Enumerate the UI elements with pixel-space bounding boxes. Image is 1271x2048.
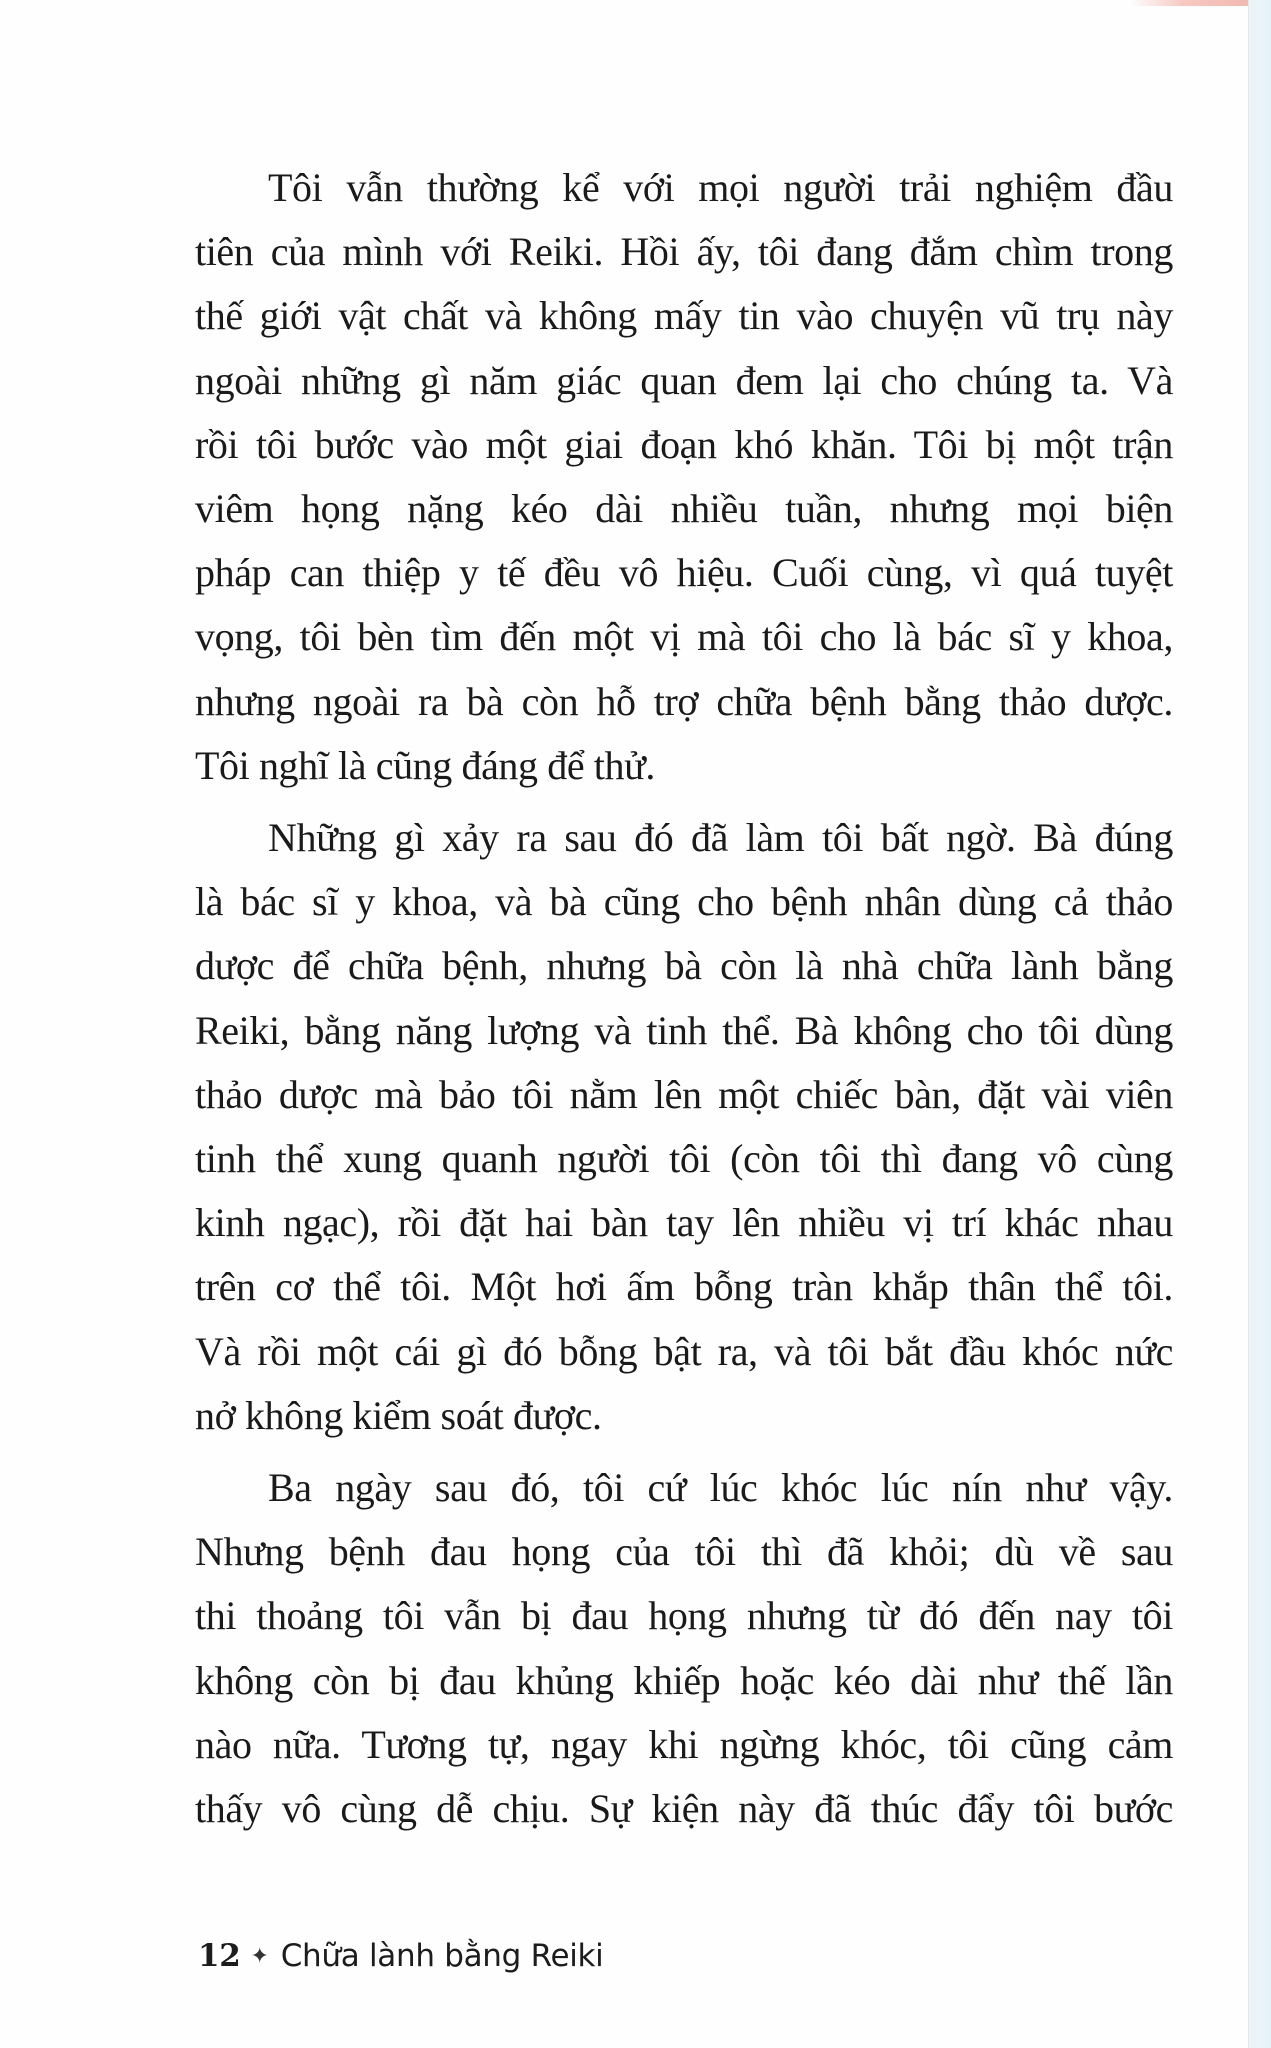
text-line: không còn bị đau khủng khiếp hoặc kéo dài như thế lần (195, 1657, 1173, 1703)
text-line: tinh thể xung quanh người tôi (còn tôi thì đang vô cùng (195, 1136, 1173, 1182)
text-line: rồi tôi bước vào một giai đoạn khó khăn. Tôi bị một trận (195, 421, 1173, 467)
text-line: thế giới vật chất và không mấy tin vào chuyện vũ trụ này (195, 293, 1173, 339)
text-line: nào nữa. Tương tự, ngay khi ngừng khóc, tôi cũng cảm (195, 1721, 1173, 1767)
text-line: là bác sĩ y khoa, và bà cũng cho bệnh nhân dùng cả thảo (195, 879, 1173, 925)
text-line: nở không kiểm soát được. (195, 1392, 602, 1438)
text-line: trên cơ thể tôi. Một hơi ấm bỗng tràn khắp thân thể tôi. (195, 1264, 1173, 1310)
text-line: Tôi vẫn thường kể với mọi người trải nghiệm đầu (268, 165, 1173, 210)
text-line: thảo dược mà bảo tôi nằm lên một chiếc bàn, đặt vài viên (195, 1071, 1173, 1117)
text-line: dược để chữa bệnh, nhưng bà còn là nhà chữa lành bằng (195, 943, 1173, 989)
text-line: vọng, tôi bèn tìm đến một vị mà tôi cho là bác sĩ y khoa, (195, 614, 1173, 660)
text-line: Reiki, bằng năng lượng và tinh thể. Bà không cho tôi dùng (195, 1007, 1173, 1053)
page-footer (198, 1938, 604, 1974)
paragraph-1 (195, 156, 1173, 798)
page-number: 12 (198, 1938, 241, 1974)
paragraph-2 (195, 806, 1173, 1448)
body-text (195, 156, 1173, 1849)
text-line: viêm họng nặng kéo dài nhiều tuần, nhưng mọi biện (195, 486, 1173, 532)
text-line: Ba ngày sau đó, tôi cứ lúc khóc lúc nín như vậy. (268, 1465, 1173, 1511)
text-line: Những gì xảy ra sau đó đã làm tôi bất ngờ. Bà đúng (268, 815, 1173, 861)
text-line: Nhưng bệnh đau họng của tôi thì đã khỏi; dù về sau (195, 1529, 1173, 1575)
text-line: ngoài những gì năm giác quan đem lại cho chúng ta. Và (195, 357, 1173, 403)
sparkle-separator-icon: ✦ (250, 1943, 269, 1969)
text-line: tiên của mình với Reiki. Hồi ấy, tôi đang đắm chìm trong (195, 229, 1173, 275)
text-line: nhưng ngoài ra bà còn hỗ trợ chữa bệnh bằng thảo dược. (195, 678, 1173, 724)
paragraph-3 (195, 1456, 1173, 1841)
text-line: kinh ngạc), rồi đặt hai bàn tay lên nhiều vị trí khác nhau (195, 1200, 1173, 1246)
text-line: pháp can thiệp y tế đều vô hiệu. Cuối cùng, vì quá tuyệt (195, 550, 1173, 596)
text-line: Và rồi một cái gì đó bỗng bật ra, và tôi bắt đầu khóc nức (195, 1328, 1173, 1374)
text-line: Tôi nghĩ là cũng đáng để thử. (195, 742, 655, 788)
running-title: Chữa lành bằng Reiki (280, 1938, 604, 1974)
text-line: thi thoảng tôi vẫn bị đau họng nhưng từ đó đến nay tôi (195, 1593, 1173, 1639)
page-edge (1248, 0, 1271, 2048)
scan-top-tint (1130, 0, 1248, 6)
text-line: thấy vô cùng dễ chịu. Sự kiện này đã thúc đẩy tôi bước (195, 1786, 1173, 1832)
